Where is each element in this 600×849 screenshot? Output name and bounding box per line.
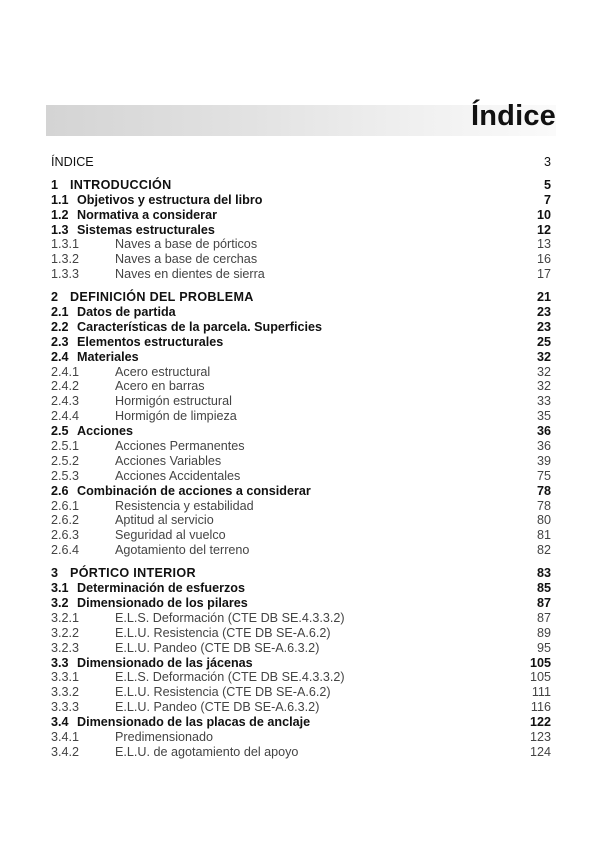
toc-entry-page: 83 (536, 566, 551, 581)
toc-entry-page: 111 (531, 685, 551, 700)
toc-entry-page: 23 (536, 305, 551, 320)
toc-entry-title: Seguridad al vuelco (115, 528, 226, 543)
toc-entry-title: E.L.U. de agotamiento del apoyo (115, 744, 299, 759)
toc-entry-page: 33 (536, 394, 551, 409)
toc-entry[interactable] (51, 223, 551, 238)
page-title: Índice (471, 100, 556, 132)
toc-entry-number: 1.1 (51, 192, 69, 207)
toc-entry[interactable] (51, 208, 551, 223)
toc-entry-number: 3.1 (51, 581, 69, 596)
toc-entry-page: 32 (536, 364, 551, 379)
toc-entry[interactable] (51, 424, 551, 439)
toc-entry[interactable] (51, 469, 551, 484)
toc-entry-title: Hormigón estructural (115, 394, 232, 409)
toc-entry[interactable] (51, 365, 551, 380)
toc-entry-page: 105 (529, 670, 551, 685)
toc-entry-title: E.L.U. Resistencia (CTE DB SE-A.6.2) (115, 685, 331, 700)
toc-entry-title: Determinación de esfuerzos (77, 581, 245, 596)
toc-entry[interactable] (51, 513, 551, 528)
toc-entry-number: 3.3 (51, 655, 69, 670)
toc-entry-number: 1.3.1 (51, 237, 80, 252)
toc-entry-number: 2.5.1 (51, 439, 80, 454)
toc-entry-number: 1.3.2 (51, 252, 80, 267)
toc-entry[interactable] (51, 715, 551, 730)
toc-entry-page: 75 (536, 468, 551, 483)
toc-entry-page: 85 (536, 581, 551, 596)
toc-entry[interactable] (51, 626, 551, 641)
toc-entry-number: 3.4 (51, 715, 69, 730)
toc-entry-number: 1.3.3 (51, 267, 80, 282)
toc-entry-page: 3 (543, 155, 551, 169)
toc-entry[interactable] (51, 193, 551, 208)
toc-entry-title: DEFINICIÓN DEL PROBLEMA (70, 290, 254, 305)
toc-entry-title: Naves a base de pórticos (115, 237, 258, 252)
toc-entry-page: 21 (536, 290, 551, 305)
toc-entry[interactable] (51, 350, 551, 365)
toc-entry-page: 124 (529, 744, 551, 759)
toc-entry-number: 2.4.1 (51, 364, 80, 379)
toc-entry-title: Dimensionado de las placas de anclaje (77, 715, 311, 730)
toc-entry[interactable] (51, 439, 551, 454)
toc-entry-page: 16 (536, 252, 551, 267)
toc-entry[interactable] (51, 290, 551, 305)
toc-entry-title: Acciones (77, 424, 133, 439)
toc-entry-number: 2.3 (51, 334, 69, 349)
toc-entry-number: 2.2 (51, 319, 69, 334)
toc-entry-number: 2.4.2 (51, 379, 80, 394)
toc-entry-number: 2.6.1 (51, 498, 80, 513)
toc-entry[interactable] (51, 155, 551, 170)
toc-entry-title: Acero estructural (115, 364, 211, 379)
toc-entry[interactable] (51, 685, 551, 700)
toc-entry[interactable] (51, 409, 551, 424)
toc-entry[interactable] (51, 454, 551, 469)
toc-entry[interactable] (51, 543, 551, 558)
toc-entry-title: Dimensionado de los pilares (77, 595, 248, 610)
toc-entry[interactable] (51, 394, 551, 409)
toc-entry[interactable] (51, 484, 551, 499)
toc-entry[interactable] (51, 700, 551, 715)
toc-entry-page: 32 (536, 379, 551, 394)
toc-entry-page: 23 (536, 319, 551, 334)
toc-entry-page: 36 (536, 424, 551, 439)
toc-entry-number: 1.3 (51, 222, 69, 237)
toc-entry[interactable] (51, 178, 551, 193)
toc-entry-title: INTRODUCCIÓN (70, 177, 172, 192)
toc-entry-page: 122 (529, 715, 551, 730)
toc-entry-page: 39 (536, 453, 551, 468)
toc-entry[interactable] (51, 499, 551, 514)
toc-entry-page: 82 (536, 543, 551, 558)
toc-entry-number: 3 (51, 566, 59, 581)
toc-entry[interactable] (51, 641, 551, 656)
toc-entry-number: 3.3.2 (51, 685, 80, 700)
toc-entry-page: 7 (543, 192, 551, 207)
toc-entry-page: 5 (543, 177, 551, 192)
toc-entry-number: 2.4.3 (51, 394, 80, 409)
toc-entry-number: 2.4.4 (51, 409, 80, 424)
toc-entry-number: 3.4.2 (51, 744, 80, 759)
toc-entry-page: 17 (536, 267, 551, 282)
toc-entry-title: Naves a base de cerchas (115, 252, 258, 267)
toc-entry-number: 2.5 (51, 424, 69, 439)
table-of-contents (51, 155, 551, 760)
toc-entry-page: 87 (536, 595, 551, 610)
toc-entry-title: E.L.U. Resistencia (CTE DB SE-A.6.2) (115, 625, 331, 640)
toc-entry[interactable] (51, 379, 551, 394)
toc-entry-number: 2.1 (51, 305, 69, 320)
toc-entry-number: 2.5.3 (51, 468, 80, 483)
toc-entry[interactable] (51, 730, 551, 745)
toc-entry[interactable] (51, 335, 551, 350)
toc-entry-title: E.L.U. Pandeo (CTE DB SE-A.6.3.2) (115, 640, 320, 655)
toc-entry-page: 87 (536, 610, 551, 625)
toc-entry-title: Acciones Accidentales (115, 468, 241, 483)
toc-entry-number: 1.2 (51, 207, 69, 222)
toc-entry-number: 3.2.3 (51, 640, 80, 655)
toc-entry[interactable] (51, 237, 551, 252)
toc-entry[interactable] (51, 252, 551, 267)
toc-entry-title: Dimensionado de las jácenas (77, 655, 253, 670)
toc-entry-title: E.L.U. Pandeo (CTE DB SE-A.6.3.2) (115, 700, 320, 715)
toc-entry-title: Acciones Variables (115, 453, 222, 468)
toc-entry-title: Datos de partida (77, 305, 176, 320)
toc-entry-number: 2.6 (51, 483, 69, 498)
toc-entry[interactable] (51, 267, 551, 282)
toc-entry-title: Sistemas estructurales (77, 222, 215, 237)
toc-entry-page: 32 (536, 349, 551, 364)
toc-entry[interactable] (51, 596, 551, 611)
toc-entry-title: Predimensionado (115, 729, 214, 744)
toc-entry-page: 10 (536, 207, 551, 222)
toc-entry-page: 12 (536, 222, 551, 237)
toc-entry-title: ÍNDICE (51, 155, 94, 169)
toc-entry-title: Características de la parcela. Superficies (77, 319, 323, 334)
toc-entry[interactable] (51, 670, 551, 685)
toc-entry-page: 116 (530, 700, 551, 715)
toc-entry-number: 2 (51, 290, 59, 305)
toc-entry-title: Acero en barras (115, 379, 205, 394)
toc-entry-page: 81 (536, 528, 551, 543)
toc-entry-page: 80 (536, 513, 551, 528)
toc-entry-number: 3.2.2 (51, 625, 80, 640)
toc-entry-page: 25 (536, 334, 551, 349)
toc-entry-number: 3.4.1 (51, 729, 80, 744)
toc-entry-title: Resistencia y estabilidad (115, 498, 254, 513)
toc-entry-title: E.L.S. Deformación (CTE DB SE.4.3.3.2) (115, 670, 345, 685)
toc-entry-title: Agotamiento del terreno (115, 543, 250, 558)
toc-entry[interactable] (51, 305, 551, 320)
toc-entry-number: 3.3.3 (51, 700, 80, 715)
toc-entry-title: Combinación de acciones a considerar (77, 483, 311, 498)
toc-entry-number: 3.2 (51, 595, 69, 610)
toc-entry-page: 78 (536, 483, 551, 498)
toc-entry-number: 2.4 (51, 349, 69, 364)
toc-entry-number: 1 (51, 177, 59, 192)
toc-entry-title: PÓRTICO INTERIOR (70, 566, 196, 581)
toc-entry-title: Aptitud al servicio (115, 513, 214, 528)
toc-entry-title: Normativa a considerar (77, 207, 217, 222)
toc-entry-page: 36 (536, 439, 551, 454)
toc-entry-title: Hormigón de limpieza (115, 409, 237, 424)
toc-entry-number: 2.6.3 (51, 528, 80, 543)
toc-entry-page: 35 (536, 409, 551, 424)
toc-entry-number: 2.6.2 (51, 513, 80, 528)
toc-entry[interactable] (51, 611, 551, 626)
toc-entry-number: 3.2.1 (51, 610, 80, 625)
toc-entry-title: E.L.S. Deformación (CTE DB SE.4.3.3.2) (115, 610, 345, 625)
toc-entry-title: Naves en dientes de sierra (115, 267, 265, 282)
toc-entry[interactable] (51, 745, 551, 760)
toc-entry[interactable] (51, 320, 551, 335)
toc-entry-number: 3.3.1 (51, 670, 80, 685)
toc-entry[interactable] (51, 566, 551, 581)
toc-entry-number: 2.5.2 (51, 453, 80, 468)
toc-entry-page: 13 (536, 237, 551, 252)
toc-entry-page: 89 (536, 625, 551, 640)
toc-entry-title: Acciones Permanentes (115, 439, 245, 454)
toc-entry-title: Elementos estructurales (77, 334, 224, 349)
toc-entry-title: Objetivos y estructura del libro (77, 192, 263, 207)
toc-entry-page: 78 (536, 498, 551, 513)
toc-entry[interactable] (51, 581, 551, 596)
toc-entry[interactable] (51, 528, 551, 543)
toc-entry[interactable] (51, 656, 551, 671)
toc-entry-page: 95 (536, 640, 551, 655)
toc-entry-page: 123 (529, 729, 551, 744)
toc-entry-page: 105 (529, 655, 551, 670)
toc-entry-number: 2.6.4 (51, 543, 80, 558)
toc-entry-title: Materiales (77, 349, 139, 364)
